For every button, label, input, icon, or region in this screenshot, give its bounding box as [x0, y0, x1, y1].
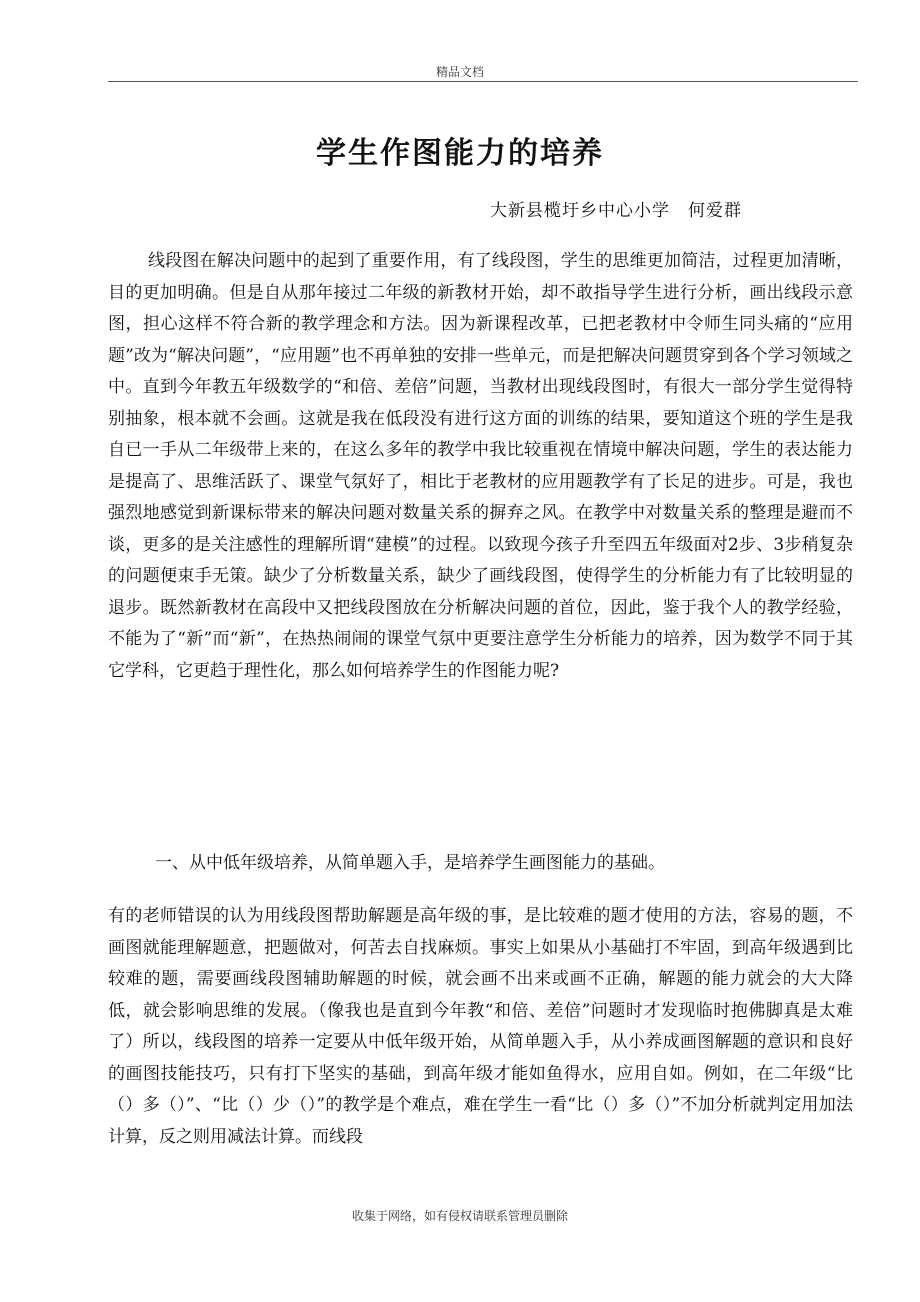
author-byline: 大新县榄圩乡中心小学 何爱群: [490, 201, 742, 221]
document-title: 学生作图能力的培养: [316, 136, 604, 171]
body-paragraph-1: 线段图在解决问题中的起到了重要作用，有了线段图，学生的思维更加简洁，过程更加清晰，目的更加明确。但是自从那年接过二年级的新教材开始，却不敢指导学生进行分析，画出线段示意图，担心这样不符合新的教学理念和方法。因为新课程改革，已把老教材中令师生同头痛的“应用题”改为“解决问题”，“应用题”也不再单独的安排一些单元，而是把解决问题贯穿到各个学习领域之中。直到今年教五年级数学的“和倍、差倍”问题，当教材出现线段图时，有很大一部分学生觉得特别抽象，根本就不会画。这就是我在低段没有进行这方面的训练的结果，要知道这个班的学生是我自已一手从二年级带上来的，在这么多年的教学中我比较重视在情境中解决问题，学生的表达能力是提高了、思维活跃了、课堂气氛好了，相比于老教材的应用题教学有了长足的进步。可是，我也强烈地感觉到新课标带来的解决问题对数量关系的摒弃之风。在教学中对数量关系的整理是避而不谈，更多的是关注感性的理解所谓“建模”的过程。以致现今孩子升至四五年级面对2步、3步稍复杂的问题便束手无策。缺少了分析数量关系，缺少了画线段图，使得学生的分析能力有了比较明显的退步。既然新教材在高段中又把线段图放在分析解决问题的首位，因此，鉴于我个人的教学经验，不能为了“新”而“新”，在热热闹闹的课堂气氛中更要注意学生分析能力的培养，因为数学不同于其它学科，它更趋于理性化，那么如何培养学生的作图能力呢?: [108, 251, 853, 681]
body-paragraph-2: 有的老师错误的认为用线段图帮助解题是高年级的事，是比较难的题才使用的方法，容易的题，不画图就能理解题意，把题做对，何苦去自找麻烦。事实上如果从小基础打不牢固，到高年级遇到比较难的题，需要画线段图辅助解题的时候，就会画不出来或画不正确，解题的能力就会的大大降低，就会影响思维的发展。（像我也是直到今年教“和倍、差倍”问题时才发现临时抱佛脚真是太难了）所以，线段图的培养一定要从中低年级开始，从简单题入手，从小养成画图解题的意识和良好的画图技能技巧，只有打下坚实的基础，到高年级才能如鱼得水，应用自如。例如，在二年级“比（）多（）”、“比（）少（）”的教学是个难点，难在学生一看“比（）多（）”不加分析就判定用加法计算，反之则用减法计算。而线段: [108, 906, 853, 1147]
page-footer-label: 收集于网络，如有侵权请联系管理员删除: [351, 1209, 568, 1223]
page-header-label: 精品文档: [435, 65, 484, 79]
header-divider: [108, 81, 858, 82]
section-heading-1: 一、从中低年级培养，从简单题入手，是培养学生画图能力的基础。: [155, 853, 665, 873]
